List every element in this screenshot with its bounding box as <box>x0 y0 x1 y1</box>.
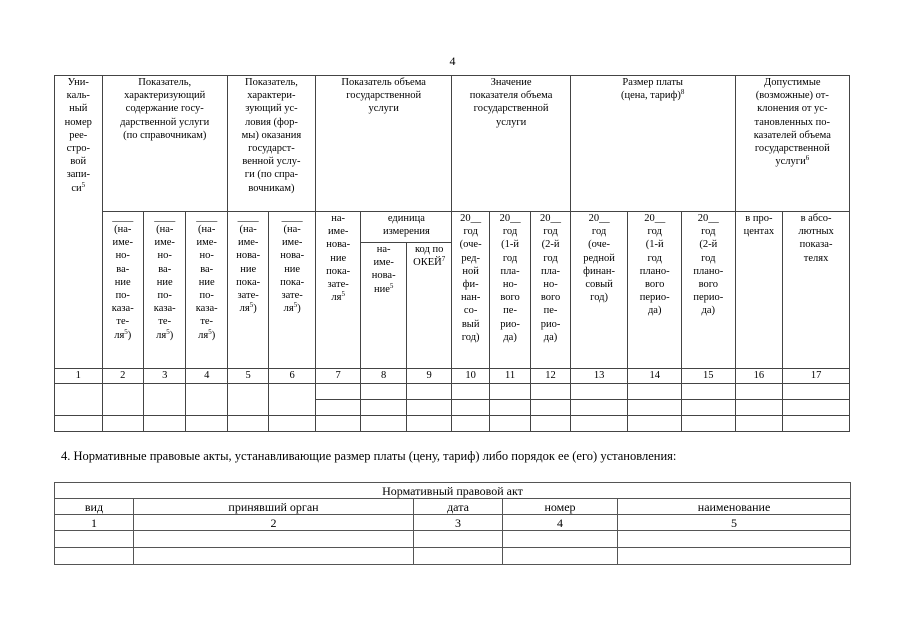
conditions-indicator-1: ____ (на- име- нова- ние пока- зате- $ля^5$) <box>227 212 268 369</box>
column-number: 7 <box>315 369 361 384</box>
table-cell[interactable] <box>102 384 143 416</box>
column-numbers-row <box>55 369 850 384</box>
table-cell[interactable] <box>682 400 736 416</box>
table-cell[interactable] <box>361 416 407 432</box>
table-cell[interactable] <box>628 384 682 400</box>
table-cell[interactable] <box>618 531 851 548</box>
value-current-year: 20__ год (оче- ред- ной фи- нан- со- вый год) <box>452 212 489 369</box>
header-deviation: Допустимые (возможные) от- клонения от ус- тановленных по- казателей объема государственной услуги$^6$ <box>735 76 849 212</box>
table-cell[interactable] <box>489 384 530 400</box>
table-cell[interactable] <box>186 416 227 432</box>
table-cell[interactable] <box>503 531 618 548</box>
table-row <box>55 531 851 548</box>
table-cell[interactable] <box>134 548 414 565</box>
column-number: 16 <box>735 369 783 384</box>
column-number: 4 <box>186 369 227 384</box>
acts-column-header: принявший орган <box>134 499 414 515</box>
volume-indicator-name: на- име- нова- ние пока- зате- $ля^5$ <box>315 212 361 369</box>
table-cell[interactable] <box>102 416 143 432</box>
header-fee: Размер платы (цена, тариф)$^8$ <box>570 76 735 212</box>
column-number: 17 <box>783 369 850 384</box>
content-indicator-1: ____ (на- име- но- ва- ние по- каза- те- $ля^5$) <box>102 212 143 369</box>
table-cell[interactable] <box>735 384 783 400</box>
acts-column-number: 4 <box>503 515 618 531</box>
header-volume-value: Значение показателя объема государственной услуги <box>452 76 570 212</box>
column-number: 14 <box>628 369 682 384</box>
acts-column-header: номер <box>503 499 618 515</box>
table-cell[interactable] <box>452 416 489 432</box>
table-cell[interactable] <box>735 416 783 432</box>
table-cell[interactable] <box>315 416 361 432</box>
table-cell[interactable] <box>570 416 628 432</box>
value-year-2: 20__ год (2-й год пла- но- вого пе- рио- да) <box>531 212 570 369</box>
table-cell[interactable] <box>186 384 227 416</box>
table-cell[interactable] <box>406 400 452 416</box>
column-number: 15 <box>682 369 736 384</box>
table-cell[interactable] <box>628 400 682 416</box>
table-cell[interactable] <box>315 400 361 416</box>
table-cell[interactable] <box>503 548 618 565</box>
table-cell[interactable] <box>570 384 628 400</box>
table-cell[interactable] <box>227 416 268 432</box>
table-cell[interactable] <box>406 416 452 432</box>
page-number: 4 <box>449 54 456 68</box>
deviation-absolute: в абсо- лютных показа- телях <box>783 212 850 369</box>
header-content-indicator: Показатель, характеризующий содержание госу- дарственной услуги (по справочникам) <box>102 76 227 212</box>
volume-unit-header: единица измерения <box>361 212 452 243</box>
acts-column-header: наименование <box>618 499 851 515</box>
table-cell[interactable] <box>682 384 736 400</box>
fee-year-2: 20__ год (2-й год плано- вого перио- да) <box>682 212 736 369</box>
table-cell[interactable] <box>570 400 628 416</box>
table-cell[interactable] <box>269 416 316 432</box>
legal-acts-table <box>54 482 851 565</box>
column-number: 5 <box>227 369 268 384</box>
table-cell[interactable] <box>406 384 452 400</box>
fee-year-1: 20__ год (1-й год планo- вого перио- да) <box>628 212 682 369</box>
acts-column-number: 5 <box>618 515 851 531</box>
table-cell[interactable] <box>618 548 851 565</box>
table-cell[interactable] <box>489 400 530 416</box>
acts-column-number: 1 <box>55 515 134 531</box>
table-cell[interactable] <box>134 531 414 548</box>
table-cell[interactable] <box>452 384 489 400</box>
table-cell[interactable] <box>783 384 850 400</box>
table-cell[interactable] <box>531 400 570 416</box>
content-indicator-2: ____ (на- име- но- ва- ние по- каза- те- $ля^5$) <box>143 212 185 369</box>
column-number: 8 <box>361 369 407 384</box>
content-indicator-3: ____ (на- име- но- ва- ние по- каза- те- $ля^5$) <box>186 212 227 369</box>
table-cell[interactable] <box>735 400 783 416</box>
table-cell[interactable] <box>783 400 850 416</box>
column-number: 9 <box>406 369 452 384</box>
unit-okei-code: код по ОКЕЙ$^7$ <box>406 243 452 369</box>
table-row <box>55 416 850 432</box>
table-cell[interactable] <box>269 384 316 416</box>
table-cell[interactable] <box>315 384 361 400</box>
column-number: 1 <box>55 369 103 384</box>
value-year-1: 20__ год (1-й год пла- но- вого пе- рио- да) <box>489 212 530 369</box>
header-conditions-indicator: Показатель, характери- зующий ус- ловия (фор- мы) оказания государст- венной услу- ги (по спра- вочникам) <box>227 76 315 212</box>
service-volume-table <box>54 75 850 432</box>
table-cell[interactable] <box>531 384 570 400</box>
acts-column-number: 3 <box>414 515 503 531</box>
table-cell[interactable] <box>452 400 489 416</box>
column-number: 6 <box>269 369 316 384</box>
conditions-indicator-2: ____ (на- име- нова- ние пока- зате- $ля^5$) <box>269 212 316 369</box>
section-4-title: 4. Нормативные правовые акты, устанавливающие размер платы (цену, тариф) либо порядок ее (его) установления: <box>61 449 677 463</box>
deviation-percent: в про- центах <box>735 212 783 369</box>
header-volume-indicator: Показатель объема государственной услуги <box>315 76 452 212</box>
acts-column-header: вид <box>55 499 134 515</box>
column-number: 11 <box>489 369 530 384</box>
acts-column-header: дата <box>414 499 503 515</box>
column-number: 10 <box>452 369 489 384</box>
table-cell[interactable] <box>143 416 185 432</box>
table-cell[interactable] <box>783 416 850 432</box>
table-cell[interactable] <box>55 416 103 432</box>
table-cell[interactable] <box>361 384 407 400</box>
column-number: 3 <box>143 369 185 384</box>
table-cell[interactable] <box>227 384 268 416</box>
table-cell[interactable] <box>682 416 736 432</box>
table-cell[interactable] <box>55 384 103 416</box>
column-number: 13 <box>570 369 628 384</box>
table-cell[interactable] <box>55 531 134 548</box>
legal-act-title: Нормативный правовой акт <box>55 483 851 499</box>
table-row <box>55 384 850 400</box>
table-cell[interactable] <box>628 416 682 432</box>
column-number: 2 <box>102 369 143 384</box>
table-cell[interactable] <box>55 548 134 565</box>
column-number: 12 <box>531 369 570 384</box>
fee-current-year: 20__ год (оче- редной финан- совый год) <box>570 212 628 369</box>
header-unique-number: Уни- каль- ный номер рее- стро- вой запи- $си^5$ <box>55 76 103 369</box>
table-cell[interactable] <box>414 531 503 548</box>
table-cell[interactable] <box>531 416 570 432</box>
unit-name: на- име- нова- ние$^5$ <box>361 243 407 369</box>
table-cell[interactable] <box>414 548 503 565</box>
table-row <box>55 548 851 565</box>
table-cell[interactable] <box>143 384 185 416</box>
table-cell[interactable] <box>361 400 407 416</box>
table-cell[interactable] <box>489 416 530 432</box>
acts-column-number: 2 <box>134 515 414 531</box>
